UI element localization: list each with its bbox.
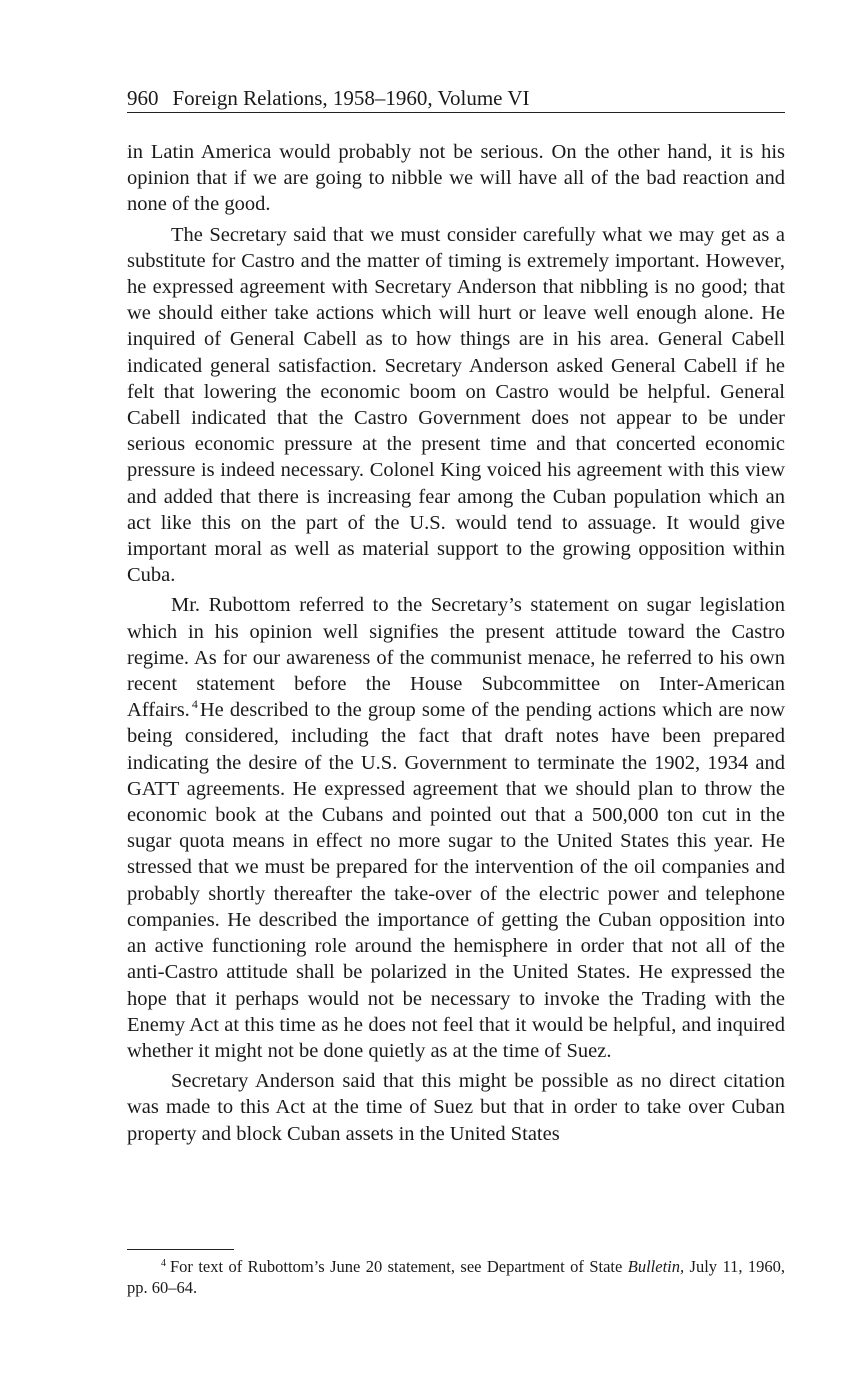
- running-header: [127, 84, 785, 113]
- paragraph-3-text-a: Mr. Rubottom referred to the Secretary’s statement on sugar legislation which in his opinion well signifies the present attitude toward the Castro regime. As for our awareness of the communist menace, he referred to his own recent statement before the House Subcommittee on Inter-American Affairs.: [127, 594, 785, 722]
- running-title: Foreign Relations, 1958–1960, Volume VI: [172, 86, 530, 110]
- footnote-marker: 4: [161, 1257, 166, 1269]
- footnote-reference[interactable]: 4: [191, 697, 198, 712]
- paragraph-1: in Latin America would probably not be serious. On the other hand, it is his opinion that if we are going to nibble we will have all of the bad reaction and none of the good.: [127, 141, 785, 216]
- footnote-text-b: July 11, 1960, pp. 60–64.: [127, 1257, 786, 1297]
- paragraph-3: [127, 592, 785, 1064]
- footnote-divider: [127, 1249, 234, 1250]
- paragraph-3-text-b: He described to the group some of the pending actions which are now being considered, including the fact that draft notes have been prepared indicating the desire of the U.S. Government to terminate the 1902, 1934 and GATT agreements. He expressed agreement that we should plan to throw the economic book at the Cubans and pointed out that a 500,000 ton cut in the sugar quota means in effect no more sugar to the United States this year. He stressed that we must be prepared for the intervention of the oil companies and probably shortly thereafter the take-over of the electric power and telephone companies. He described the importance of getting the Cuban opposition into an active functioning role around the hemisphere in order that not all of the anti-Castro attitude shall be polarized in the United States. He expressed the hope that it perhaps would not be necessary to invoke the Trading with the Enemy Act at this time as he does not feel that it would be helpful, and inquired whether it might not be done quietly as at the time of Suez.: [127, 699, 785, 1062]
- footnote-text-a: For text of Rubottom’s June 20 statement, see Department of State: [170, 1257, 623, 1276]
- footnote-publication-title: Bulletin,: [627, 1257, 685, 1276]
- paragraph-2: The Secretary said that we must consider carefully what we may get as a substitute for Castro and the matter of timing is extremely important. However, he expressed agreement with Secretary Anderson that nibbling is no good; that we should either take actions which will hurt or leave well enough alone. He inquired of General Cabell as to how things are in his area. General Cabell indicated general satisfaction. Secretary Anderson asked General Cabell if he felt that lowering the economic boom on Castro would be helpful. General Cabell indicated that the Castro Government does not appear to be under serious economic pressure at the present time and that concerted economic pressure is indeed necessary. Colonel King voiced his agreement with this view and added that there is increasing fear among the Cuban population which an act like this on the part of the U.S. would tend to assuage. It would give important moral as well as material support to the growing opposition within Cuba.: [127, 223, 785, 587]
- footnote: [127, 1256, 785, 1298]
- body-text: [127, 139, 785, 1151]
- page-number: 960: [127, 86, 159, 110]
- paragraph-4: Secretary Anderson said that this might be possible as no direct citation was made to this Act at the time of Suez but that in order to take over Cuban property and block Cuban assets in the United States: [127, 1070, 785, 1145]
